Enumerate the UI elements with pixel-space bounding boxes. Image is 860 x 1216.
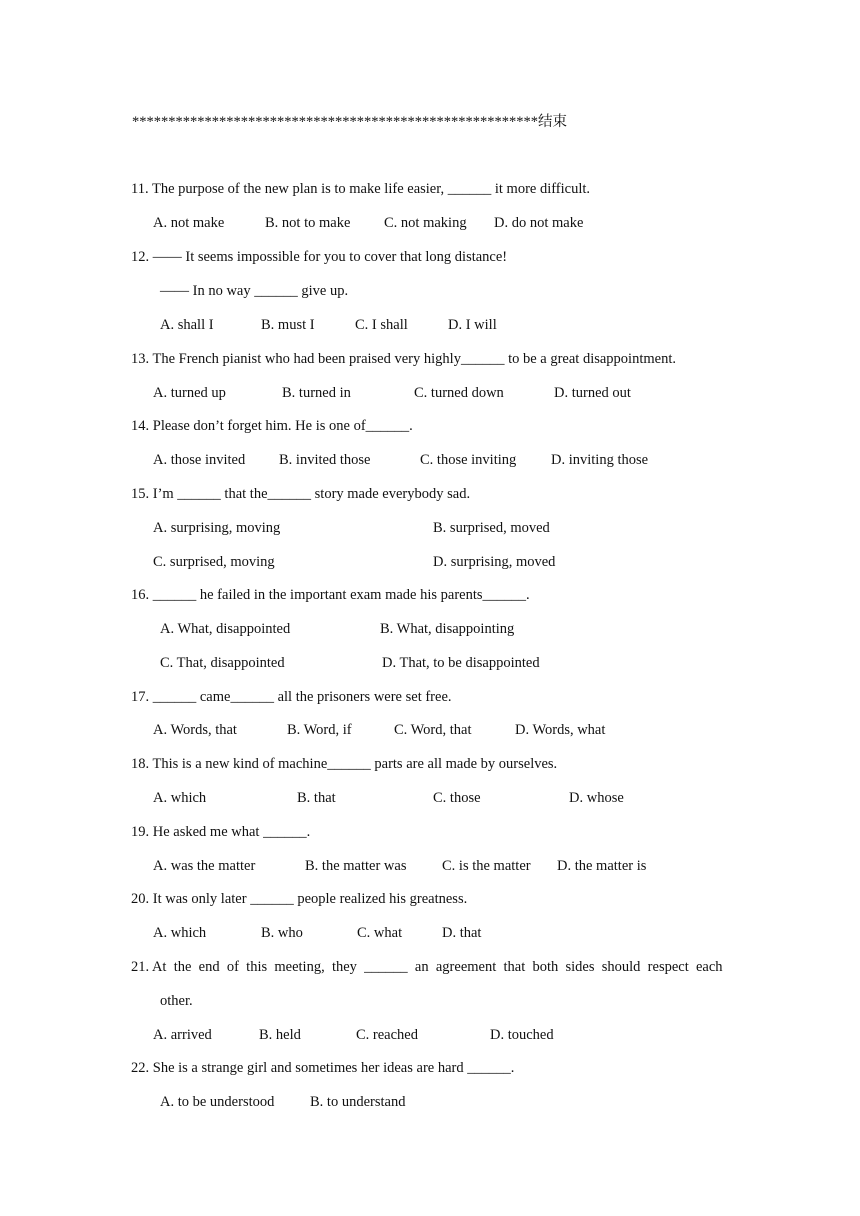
- q13-option-d: D. turned out: [554, 385, 631, 401]
- q17-option-b: B. Word, if: [287, 722, 352, 738]
- question-20-stem: [131, 890, 467, 908]
- q18-option-d: D. whose: [569, 790, 624, 806]
- q21-option-b: B. held: [259, 1027, 301, 1043]
- q19-option-d: D. the matter is: [557, 858, 647, 874]
- q19-option-a: A. was the matter: [153, 858, 256, 874]
- q19-option-b: B. the matter was: [305, 858, 407, 874]
- q11-option-a: A. not make: [153, 215, 225, 231]
- q15-option-c: C. surprised, moving: [153, 554, 275, 570]
- q20-option-a: A. which: [153, 925, 207, 941]
- question-number: 11.: [131, 181, 149, 197]
- q14-option-b: B. invited those: [279, 452, 371, 468]
- q15-option-b: B. surprised, moved: [433, 520, 550, 536]
- q20-option-b: B. who: [261, 925, 303, 941]
- q18-option-a: A. which: [153, 790, 207, 806]
- q11-option-c: C. not making: [384, 215, 467, 231]
- q17-option-a: A. Words, that: [153, 722, 237, 738]
- q17-option-c: C. Word, that: [394, 722, 472, 738]
- q20-option-d: D. that: [442, 925, 482, 941]
- question-text: ______ he failed in the important exam made his parents______.: [152, 587, 530, 603]
- q12-option-d: D. I will: [448, 317, 497, 333]
- q14-option-a: A. those invited: [153, 452, 246, 468]
- question-15-stem: [131, 485, 470, 503]
- question-number: 15.: [131, 486, 150, 502]
- question-22-stem: [131, 1059, 514, 1077]
- question-text: I’m ______ that the______ story made everybody sad.: [152, 486, 471, 502]
- question-21-continuation: other.: [160, 993, 193, 1009]
- question-text: The purpose of the new plan is to make life easier, ______ it more difficult.: [151, 181, 591, 197]
- q21-option-d: D. touched: [490, 1027, 554, 1043]
- section-end-rule: ********************************************************结束: [132, 114, 567, 130]
- q19-option-c: C. is the matter: [442, 858, 531, 874]
- question-text: Please don’t forget him. He is one of______.: [152, 418, 413, 434]
- question-text: This is a new kind of machine______ parts are all made by ourselves.: [152, 756, 558, 772]
- q11-option-d: D. do not make: [494, 215, 584, 231]
- question-number: 12.: [131, 249, 150, 265]
- question-number: 21.: [131, 959, 150, 975]
- question-12-stem: [131, 248, 507, 266]
- question-16-stem: [131, 586, 530, 604]
- q14-option-c: C. those inviting: [420, 452, 517, 468]
- q13-option-b: B. turned in: [282, 385, 351, 401]
- q12-option-b: B. must I: [261, 317, 315, 333]
- q13-option-a: A. turned up: [153, 385, 226, 401]
- question-number: 16.: [131, 587, 150, 603]
- question-13-stem: [131, 350, 676, 368]
- question-text: At the end of this meeting, they ______ an agreement that both sides should respect each: [151, 959, 723, 975]
- question-text: She is a strange girl and sometimes her ideas are hard ______.: [152, 1060, 515, 1076]
- q21-option-a: A. arrived: [153, 1027, 212, 1043]
- question-text: ______ came______ all the prisoners were set free.: [152, 689, 452, 705]
- q14-option-d: D. inviting those: [551, 452, 649, 468]
- question-18-stem: [131, 755, 557, 773]
- question-text: He asked me what ______.: [152, 824, 311, 840]
- question-number: 20.: [131, 891, 150, 907]
- q11-option-b: B. not to make: [265, 215, 351, 231]
- q16-option-d: D. That, to be disappointed: [382, 655, 540, 671]
- question-11-stem: [131, 180, 590, 198]
- question-number: 13.: [131, 351, 150, 367]
- q20-option-c: C. what: [357, 925, 403, 941]
- question-text: It was only later ______ people realized his greatness.: [152, 891, 468, 907]
- question-text: —— It seems impossible for you to cover that long distance!: [152, 249, 508, 265]
- question-12-reply: —— In no way ______ give up.: [160, 283, 349, 299]
- question-14-stem: [131, 417, 413, 435]
- q13-option-c: C. turned down: [414, 385, 504, 401]
- q16-option-b: B. What, disappointing: [380, 621, 515, 637]
- question-19-stem: [131, 823, 310, 841]
- q15-option-d: D. surprising, moved: [433, 554, 556, 570]
- question-17-stem: [131, 688, 452, 706]
- question-number: 19.: [131, 824, 150, 840]
- q18-option-c: C. those: [433, 790, 481, 806]
- q21-option-c: C. reached: [356, 1027, 418, 1043]
- question-number: 17.: [131, 689, 150, 705]
- question-21-stem: [131, 958, 723, 976]
- q15-option-a: A. surprising, moving: [153, 520, 281, 536]
- q18-option-b: B. that: [297, 790, 336, 806]
- question-number: 14.: [131, 418, 150, 434]
- q12-option-c: C. I shall: [355, 317, 408, 333]
- question-number: 22.: [131, 1060, 150, 1076]
- question-number: 18.: [131, 756, 150, 772]
- q22-option-a: A. to be understood: [160, 1094, 275, 1110]
- q16-option-a: A. What, disappointed: [160, 621, 291, 637]
- question-text: The French pianist who had been praised very highly______ to be a great disappointment.: [152, 351, 676, 367]
- q22-option-b: B. to understand: [310, 1094, 406, 1110]
- q16-option-c: C. That, disappointed: [160, 655, 285, 671]
- q17-option-d: D. Words, what: [515, 722, 606, 738]
- q12-option-a: A. shall I: [160, 317, 214, 333]
